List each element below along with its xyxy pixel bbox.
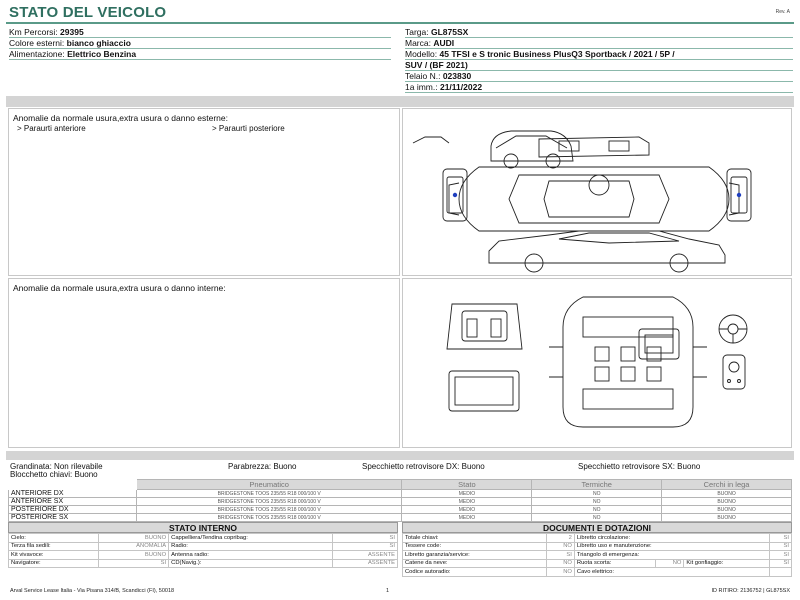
- fuel-row: Alimentazione: Elettrico Benzina: [9, 49, 391, 60]
- color-row: Colore esterni: bianco ghiaccio: [9, 38, 391, 49]
- tyre-table-header: [9, 480, 792, 490]
- car-exterior-diagram: [403, 109, 791, 275]
- table-row: Terza fila sedili: ANOMALIA Radio: SI: [9, 542, 398, 551]
- model-value: 45 TFSI e S tronic Business PlusQ3 Sportback / 2021 / 5P /: [439, 49, 675, 59]
- mirror-dx-value: Buono: [461, 462, 485, 471]
- mileage-row: Km Percorsi: 29395: [9, 27, 391, 38]
- exterior-damage-item: > Paraurti anteriore: [17, 124, 86, 133]
- column-header: Stato: [402, 480, 532, 490]
- registration-value: 21/11/2022: [439, 82, 483, 92]
- interior-damage-title: Anomalie da normale usura,extra usura o danno interne:: [13, 283, 226, 293]
- key-lock-check: Blocchetto chiavi: Buono: [10, 470, 98, 479]
- table-row: Navigatore: SI CD(Navig.): ASSENTE: [9, 559, 398, 568]
- table-row: Kit vivavoce: BUONO Antenna radio: ASSENTE: [9, 551, 398, 560]
- table-row: ANTERIORE SX BRIDGESTONE TOOS 235/55 R18 000/100 V MEDIO NO BUONO: [9, 498, 792, 506]
- windshield-value: Buono: [273, 462, 297, 471]
- column-header: Cerchi in lega: [662, 480, 792, 490]
- hail-value: Non rilevabile: [54, 462, 103, 471]
- table-row: Catene da neve: NO Ruota scorta: NO Kit gonfiaggio: SI: [403, 559, 792, 568]
- fuel-value: Elettrico Benzina: [67, 49, 137, 59]
- table-row: Codice autoradio: NO Cavo elettrico:: [403, 568, 792, 577]
- mirror-sx-value: Buono: [677, 462, 701, 471]
- interior-diagram-panel: [402, 278, 792, 448]
- mirror-sx-check: Specchietto retrovisore SX: Buono: [578, 462, 701, 471]
- table-row: POSTERIORE DX BRIDGESTONE TOOS 235/55 R18 000/100 V MEDIO NO BUONO: [9, 506, 792, 514]
- page-title: STATO DEL VEICOLO: [9, 4, 167, 21]
- key-lock-value: Buono: [74, 470, 98, 479]
- revision-label: Rev. A: [775, 9, 790, 15]
- exterior-damage-panel: [8, 108, 400, 276]
- model-row-cont: [405, 60, 793, 71]
- mileage-value: 29395: [60, 27, 84, 37]
- table-row: Totale chiavi: 2 Libretto circolazione: SI: [403, 534, 792, 543]
- exterior-damage-title: Anomalie da normale usura,extra usura o danno esterne:: [13, 113, 228, 123]
- table-row: POSTERIORE SX BRIDGESTONE TOOS 235/55 R18 000/100 V MEDIO NO BUONO: [9, 514, 792, 522]
- internal-state-title: STATO INTERNO: [8, 522, 398, 533]
- documents-table: [402, 533, 792, 577]
- header-rule: [6, 22, 794, 24]
- frame-value: 023830: [442, 71, 472, 81]
- plate-row: Targa: GL875SX: [405, 27, 793, 38]
- hail-check: Grandinata: Non rilevabile: [10, 462, 103, 471]
- footer-reference: ID RITIRO: 2136752 | GL875SX: [711, 588, 790, 594]
- column-header: Termiche: [532, 480, 662, 490]
- exterior-diagram-panel: [402, 108, 792, 276]
- brand-row: Marca: AUDI: [405, 38, 793, 49]
- documents-title: DOCUMENTI E DOTAZIONI: [402, 522, 792, 533]
- footer-page-number: 1: [386, 588, 390, 594]
- interior-damage-panel: [8, 278, 400, 448]
- plate-value: GL875SX: [431, 27, 469, 37]
- model-row: Modello: 45 TFSI e S tronic Business PlusQ3 Sportback / 2021 / 5P /: [405, 49, 793, 60]
- frame-row: Telaio N.: 023830: [405, 71, 793, 82]
- mirror-dx-check: Specchietto retrovisore DX: Buono: [362, 462, 485, 471]
- column-header: Pneumatico: [136, 480, 402, 490]
- section-divider: [6, 451, 794, 460]
- table-row: Cielo: BUONO Cappelliera/Tendina copribag: SI: [9, 534, 398, 543]
- tyre-table: [8, 479, 792, 522]
- brand-value: AUDI: [433, 38, 455, 48]
- exterior-damage-item: > Paraurti posteriore: [212, 124, 285, 133]
- windshield-check: Parabrezza: Buono: [228, 462, 297, 471]
- model-value-cont: SUV / (BF 2021): [405, 60, 468, 70]
- car-interior-diagram: [403, 279, 791, 447]
- registration-row: 1a imm.: 21/11/2022: [405, 82, 793, 93]
- table-row: Libretto garanzia/service: SI Triangolo di emergenza: SI: [403, 551, 792, 560]
- color-value: bianco ghiaccio: [66, 38, 131, 48]
- section-divider: [6, 96, 794, 107]
- table-row: ANTERIORE DX BRIDGESTONE TOOS 235/55 R18 000/100 V MEDIO NO BUONO: [9, 490, 792, 498]
- table-row: Tessere code: NO Libretto uso e manutenzione: SI: [403, 542, 792, 551]
- internal-state-table: [8, 533, 398, 568]
- footer-company: Arval Service Lease Italia - Via Pisana 314/B, Scandicci (FI), 50018: [10, 588, 175, 594]
